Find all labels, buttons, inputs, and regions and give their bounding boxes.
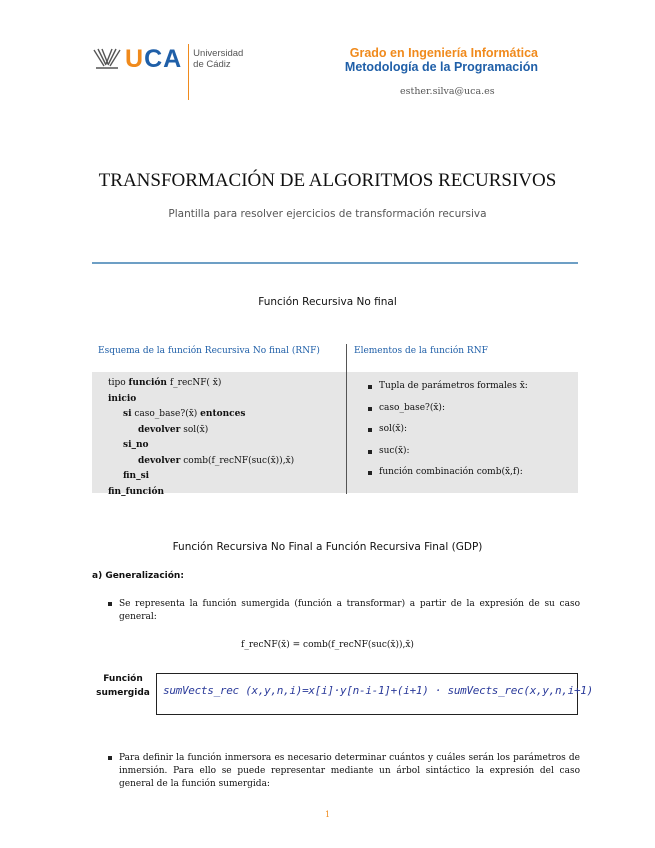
code-line: devolver sol(x̄) — [138, 424, 209, 435]
code-line: tipo función f_recNF( x̄) — [108, 378, 222, 388]
bullet-square-icon — [368, 428, 372, 432]
bullet-square-icon — [108, 756, 112, 760]
bullet-square-icon — [368, 450, 372, 454]
submerged-function-label: Función sumergida — [96, 674, 150, 698]
rnf-elements-header: Elementos de la función RNF — [354, 346, 488, 356]
wings-logo-icon — [92, 46, 122, 72]
course-header — [345, 46, 538, 74]
section-heading-gdp: Función Recursiva No Final a Función Recursiva Final (GDP) — [172, 541, 483, 553]
list-item: suc(x̄): — [368, 446, 528, 468]
code-line: si_no — [123, 440, 149, 450]
code-line: fin_función — [108, 486, 164, 497]
list-item: sol(x̄): — [368, 424, 528, 446]
submerged-function-input[interactable] — [156, 673, 593, 715]
degree-name: Grado en Ingeniería Informática — [349, 46, 538, 60]
logo-divider — [188, 44, 189, 100]
author-email[interactable]: esther.silva@uca.es — [400, 86, 495, 97]
bullet-immersion: Para definir la función inmersora es necesario determinar cuántos y cuáles serán los parámetros de inmersión. Para ello se puede representar mediante un árbol sintáctico la expresión del caso general de la función sumergida: — [108, 752, 580, 791]
part-a-label: a) Generalización: — [92, 571, 184, 581]
logo-university-name: Universidad de Cádiz — [193, 48, 244, 70]
rnf-pseudocode — [108, 376, 294, 500]
uca-logo — [92, 44, 243, 100]
bullet-generalization: Se representa la función sumergida (función a transformar) a partir de la expresión de su caso general: — [108, 598, 580, 624]
list-item: caso_base?(x̄): — [368, 403, 528, 425]
code-line: si caso_base?(x̄) entonces — [123, 409, 246, 419]
column-separator — [346, 344, 347, 494]
bullet-square-icon — [368, 407, 372, 411]
section-heading-rnf: Función Recursiva No final — [258, 296, 397, 308]
page-number: 1 — [324, 810, 331, 819]
document-title: TRANSFORMACIÓN DE ALGORITMOS RECURSIVOS — [98, 170, 557, 191]
document-subtitle: Plantilla para resolver ejercicios de transformación recursiva — [168, 208, 487, 220]
code-line: devolver comb(f_recNF(suc(x̄)),x̄) — [138, 455, 295, 466]
bullet-square-icon — [108, 602, 112, 606]
general-case-formula: f_recNF(x̄) = comb(f_recNF(suc(x̄)),x̄) — [241, 640, 414, 650]
course-name: Metodología de la Programación — [344, 60, 538, 74]
list-item: Tupla de parámetros formales x̄: — [368, 381, 528, 403]
bullet-square-icon — [368, 385, 372, 389]
rnf-elements-list — [368, 381, 528, 489]
code-line: inicio — [108, 393, 137, 404]
list-item: función combinación comb(x̄,f): — [368, 467, 528, 489]
handwritten-answer: sumVects_rec (x,y,n,i)=x[i]·y[n-i-1]+(i+1) · sumVects_rec(x,y,n,i+1) — [163, 684, 593, 697]
rnf-schema-header: Esquema de la función Recursiva No final (RNF) — [98, 346, 320, 356]
code-line: fin_si — [123, 471, 150, 481]
logo-uca-text: UCA — [125, 45, 183, 73]
header-rule — [92, 262, 578, 264]
bullet-square-icon — [368, 471, 372, 475]
